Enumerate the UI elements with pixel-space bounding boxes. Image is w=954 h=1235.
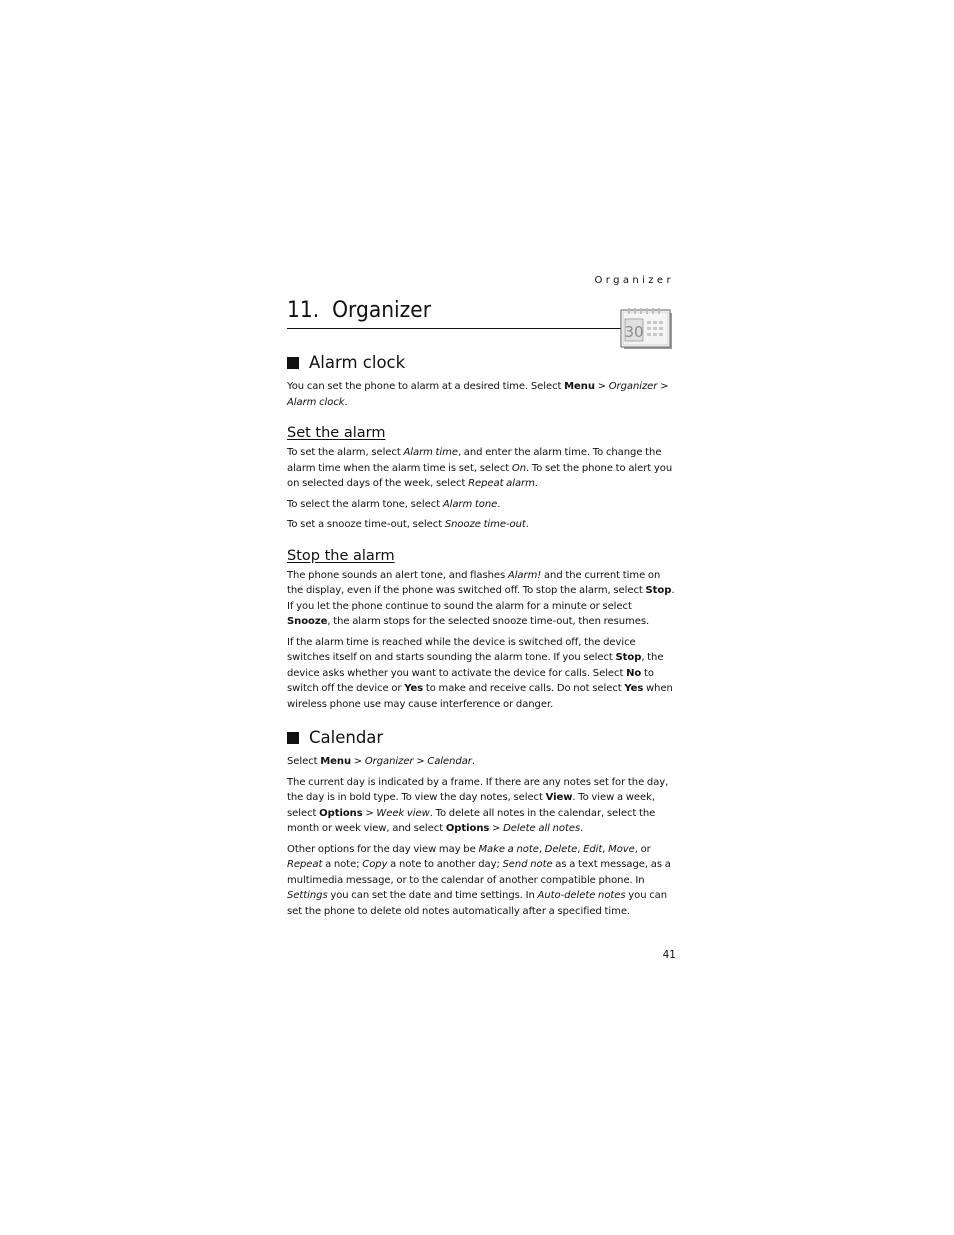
running-header: Organizer [594, 275, 674, 286]
section-heading-alarm-clock [287, 352, 677, 374]
chapter-title [287, 296, 594, 326]
paragraph-current-day: The current day is indicated by a frame. If there are any notes set for the day, the day is in bold type. To view the day notes, select View. To view a week, select Options > Week view. To delete all notes in the calendar, select the month or week view, and select Options > Delete all notes. [287, 776, 669, 834]
subheading-set-the-alarm: Set the alarm [287, 425, 386, 441]
subheading-stop-the-alarm: Stop the alarm [287, 547, 395, 564]
heading-square-icon [287, 357, 299, 369]
chapter-title-text: Organizer [332, 298, 432, 323]
paragraph-calendar-select: Select Menu > Organizer > Calendar. [287, 756, 476, 767]
section-title: Alarm clock [309, 353, 406, 372]
paragraph-stop-alarm: The phone sounds an alert tone, and flashes Alarm! and the current time on the display, even if the phone was switched off. To stop the alarm, select Stop. If you let the phone continue to sound the alarm for a minute or select Snooze, the alarm stops for the selected snooze time-out, then resumes. [287, 569, 675, 627]
heading-square-icon [287, 732, 299, 744]
paragraph-alarm-tone: To select the alarm tone, select Alarm tone. [287, 498, 501, 510]
section-heading-calendar [287, 727, 677, 749]
paragraph-set-alarm: To set the alarm, select Alarm time, and enter the alarm time. To change the alarm time when the alarm time is set, select On. To set the phone to alert you on selected days of the week, select Repeat alarm. [287, 447, 673, 489]
section-title: Calendar [309, 728, 384, 747]
chapter-heading [287, 296, 621, 329]
paragraph-switched-off: If the alarm time is reached while the device is switched off, the device switches itself on and starts sounding the alarm tone. If you select Stop, the device asks whether you want to activate the device for calls. Select No to switch off the device or Yes to make and receive calls. Do not select Yes when wireless phone use may cause interference or danger. [287, 636, 673, 710]
page-content [287, 352, 677, 919]
calendar-icon-day: 30 [624, 323, 644, 341]
paragraph-alarm-intro: You can set the phone to alarm at a desired time. Select Menu > Organizer > Alarm clock. [287, 381, 669, 408]
paragraph-snooze: To set a snooze time-out, select Snooze time-out. [287, 519, 529, 530]
paragraph-other-options: Other options for the day view may be Make a note, Delete, Edit, Move, or Repeat a note; Copy a note to another day; Send note as a text message, as a multimedia message, or to the calendar of another compatible phone. In Settings you can set the date and time settings. In Auto-delete notes you can set the phone to delete old notes automatically after a specified time. [287, 843, 671, 917]
chapter-number: 11. [287, 298, 320, 323]
page-number: 41 [662, 949, 676, 961]
calendar-icon [620, 308, 674, 350]
